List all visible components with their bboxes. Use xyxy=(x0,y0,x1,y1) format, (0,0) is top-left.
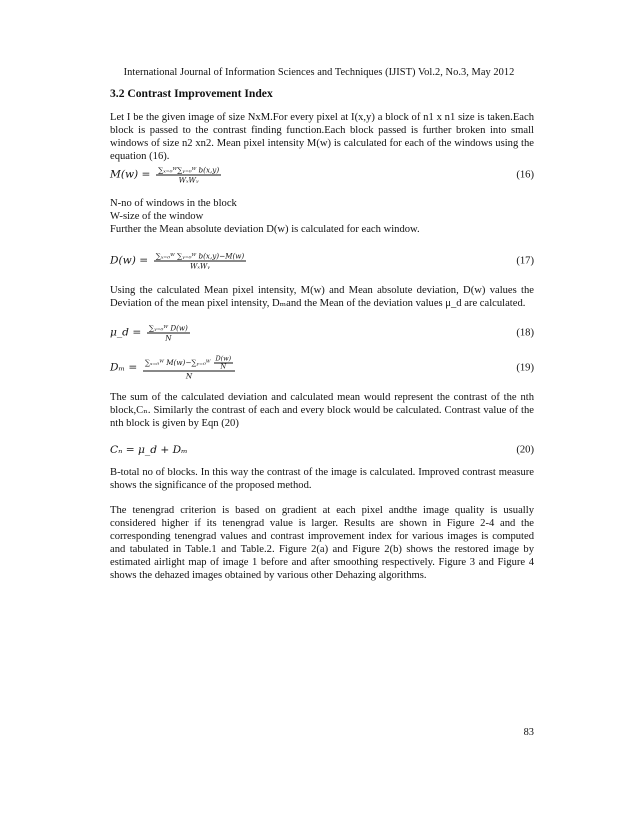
eq17-fraction xyxy=(154,252,247,271)
equation-17 xyxy=(110,248,534,274)
eq17-lhs: D(w) = xyxy=(110,254,149,267)
equation-16 xyxy=(110,162,534,188)
eq16-numerator: ∑ₓ₌₀ᵂ∑ᵧ₌₀ᵂ b(x,y) xyxy=(158,165,220,175)
paragraph-deviation: Using the calculated Mean pixel intensity, M(w) and Mean absolute deviation, D(w) values the Deviation of the mean pixel intensity, Dₘand the Mean of the deviation values μ_d are calculated. xyxy=(110,285,534,309)
eq20-expression: Cₙ = μ_d + Dₘ xyxy=(110,444,188,456)
definition-n: N-no of windows in the block xyxy=(110,198,237,209)
journal-header: International Journal of Information Sciences and Techniques (IJIST) Vol.2, No.3, May 2012 xyxy=(123,67,515,78)
eq19-number: (19) xyxy=(516,362,534,374)
eq19-inner-fraction xyxy=(214,356,234,371)
eq19-denominator: N xyxy=(185,371,193,381)
eq18-denominator: N xyxy=(165,333,172,343)
eq16-denominator: WₓWᵧ xyxy=(178,175,199,185)
paragraph-intro: Let I be the given image of size NxM.For every pixel at I(x,y) a block of n1 x n1 size is taken.Each block is passed to the contrast finding function.Each block passed is further broken into small windows of size n2 xn2. Mean pixel intensity M(w) is calculated for each of the windows using the equation (16). xyxy=(110,112,534,162)
definition-deviation: Further the Mean absolute deviation D(w) is calculated for each window. xyxy=(110,224,420,235)
eq17-number: (17) xyxy=(516,255,534,267)
page-number: 83 xyxy=(523,727,534,738)
eq19-numerator-sum: ∑ₓ₌₀ᵂ M(w)−∑ᵧ₌₀ᵂ xyxy=(144,358,211,367)
eq17-denominator: WₓWᵧ xyxy=(189,261,210,271)
section-title: 3.2 Contrast Improvement Index xyxy=(110,87,273,100)
paragraph-tenengrad: The tenengrad criterion is based on gradient at each pixel andthe image quality is usually considered higher if its tenengrad value is larger. Results are shown in Figure 2-4 and the corresponding tenengrad values and contrast improvement index for various images is computed and tabulated in Table.1 and Table.2. Figure 2(a) and Figure 2(b) shows the restored image by estimated airlight map of image 1 before and after smoothing respectively. Figure 3 and Figure 4 shows the dehazed images obtained by various other Dehazing algorithms. xyxy=(110,505,534,581)
definition-w: W-size of the window xyxy=(110,211,204,222)
eq16-fraction xyxy=(156,166,221,185)
eq16-lhs: M(w) = xyxy=(110,168,151,181)
equation-18 xyxy=(110,320,534,346)
eq19-fraction xyxy=(143,356,235,381)
paragraph-blocks: B-total no of blocks. In this way the contrast of the image is calculated. Improved contrast measure shows the significance of the proposed method. xyxy=(110,467,534,491)
eq18-numerator: ∑ᵧ₌₀ᵂ D(w) xyxy=(148,323,188,333)
eq19-inner-numerator: D(w) xyxy=(215,354,232,363)
eq18-fraction xyxy=(147,324,190,343)
eq18-number: (18) xyxy=(516,327,534,339)
eq20-number: (20) xyxy=(516,444,534,456)
eq18-lhs: μ_d = xyxy=(110,326,142,339)
eq19-lhs: Dₘ = xyxy=(110,361,138,374)
eq19-numerator xyxy=(143,356,235,372)
paragraph-contrast: The sum of the calculated deviation and calculated mean would represent the contrast of the nth block,Cₙ. Similarly the contrast of each and every block would be calculated. Contrast value of the nth block is given by Eqn (20) xyxy=(110,392,534,429)
eq17-numerator: ∑ₓ₌₀ᵂ ∑ᵧ₌₀ᵂ b(x,y)−M(w) xyxy=(155,251,245,261)
eq16-number: (16) xyxy=(516,169,534,181)
equation-20 xyxy=(110,437,534,463)
equation-19 xyxy=(110,355,534,381)
eq19-inner-denominator: N xyxy=(220,362,227,371)
